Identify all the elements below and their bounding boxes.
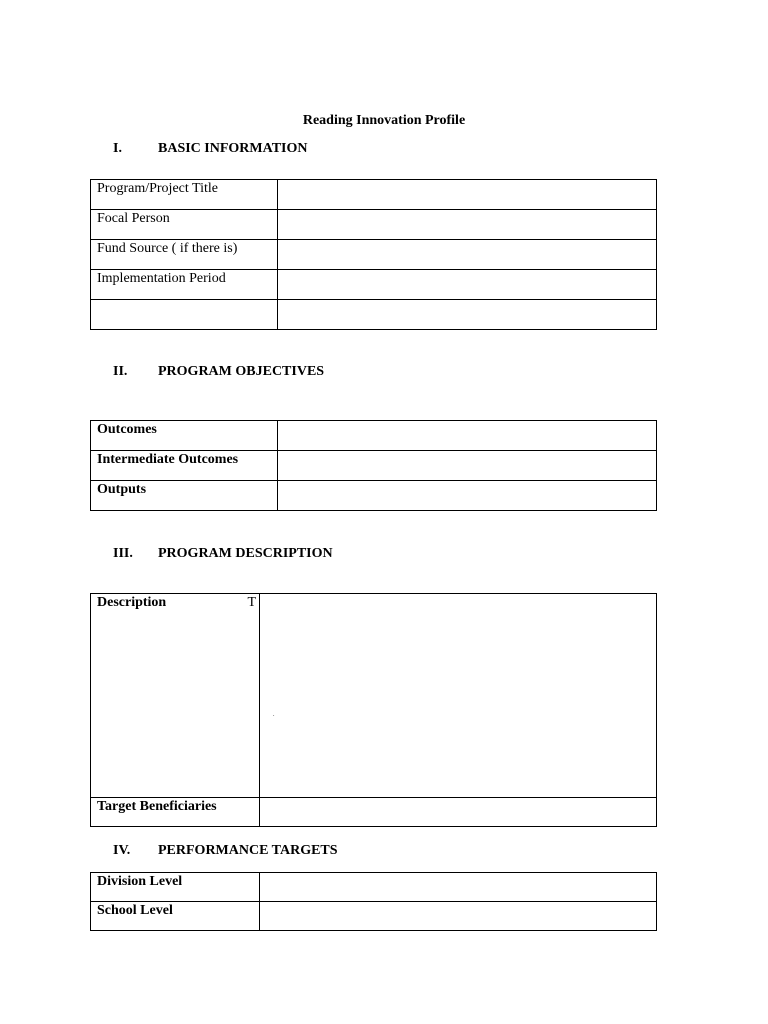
program-description-table [90,593,657,827]
field-label: Implementation Period [91,270,278,300]
table-row [91,210,657,240]
field-label: School Level [91,902,260,931]
fund-source-field[interactable] [278,240,657,270]
field-label: Fund Source ( if there is) [91,240,278,270]
description-field[interactable] [260,594,657,798]
outputs-field[interactable] [278,481,657,511]
section-number: IV. [113,843,131,858]
program-title-field[interactable] [278,180,657,210]
table-row [91,902,657,931]
program-objectives-table [90,420,657,511]
table-row [91,451,657,481]
basic-information-table [90,179,657,330]
focal-person-field[interactable] [278,210,657,240]
field-label: Target Beneficiaries [91,798,260,827]
description-label-cell [91,594,260,798]
intermediate-outcomes-field[interactable] [278,451,657,481]
table-row [91,180,657,210]
field-label: Division Level [91,873,260,902]
field-label: Focal Person [91,210,278,240]
field-label: Description [97,595,167,610]
target-beneficiaries-field[interactable] [260,798,657,827]
section-title: PROGRAM OBJECTIVES [158,364,325,379]
section-heading-program-description [113,546,333,562]
implementation-period-field[interactable] [278,270,657,300]
field-label: Intermediate Outcomes [91,451,278,481]
table-row [91,270,657,300]
section-number: I. [113,141,122,156]
table-row [91,240,657,270]
section-heading-program-objectives [113,364,324,380]
blank-label-cell[interactable] [91,300,278,330]
outcomes-field[interactable] [278,421,657,451]
table-row [91,481,657,511]
table-row [91,594,657,798]
field-label: Program/Project Title [91,180,278,210]
table-row [91,798,657,827]
document-title: Reading Innovation Profile [302,113,466,128]
section-heading-basic-information [113,141,307,157]
section-title: PROGRAM DESCRIPTION [158,546,333,561]
section-heading-performance-targets [113,843,338,859]
field-label: Outputs [91,481,278,511]
table-row [91,421,657,451]
section-number: II. [113,364,128,379]
stray-mark: . [273,712,275,718]
section-title: PERFORMANCE TARGETS [158,843,338,858]
field-label: Outcomes [91,421,278,451]
section-title: BASIC INFORMATION [158,141,308,156]
table-row [91,873,657,902]
stray-character: T [247,595,256,610]
performance-targets-table [90,872,657,931]
school-level-field[interactable] [260,902,657,931]
table-row [91,300,657,330]
section-number: III. [113,546,133,561]
blank-value-cell[interactable] [278,300,657,330]
division-level-field[interactable] [260,873,657,902]
